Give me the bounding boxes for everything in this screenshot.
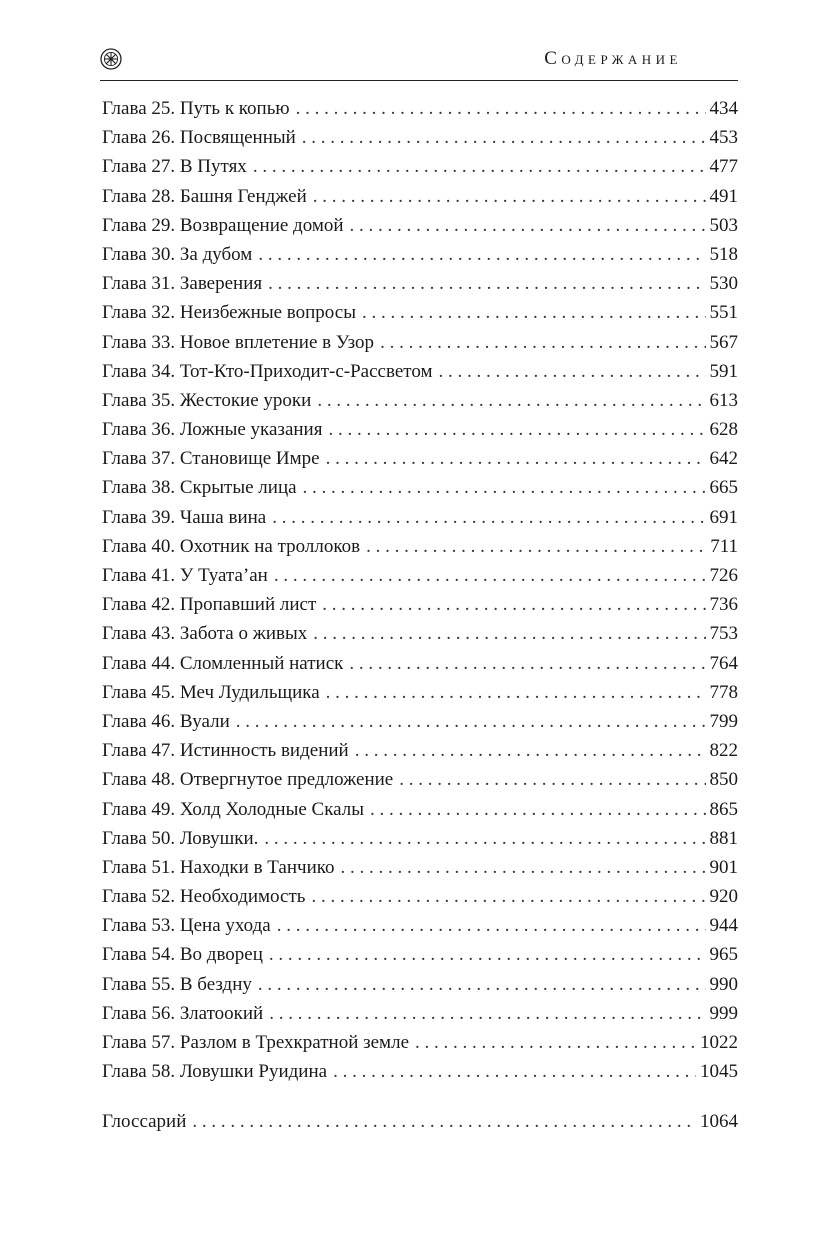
entry-title: Глава 45. Меч Лудильщика [102,681,320,703]
dot-leader [380,328,705,357]
entry-title: Глава 55. В бездну [102,973,252,995]
toc-entry[interactable] [102,882,738,911]
dot-leader [366,532,706,561]
dot-leader [303,473,706,502]
entry-title: Глава 29. Возвращение домой [102,214,344,236]
entry-page-number: 753 [709,623,738,645]
dot-leader [296,94,706,123]
entry-title: Глава 38. Скрытые лица [102,477,297,499]
entry-page-number: 1022 [700,1032,738,1053]
entry-title: Глава 53. Цена ухода [102,915,271,937]
toc-entry[interactable] [102,182,738,211]
dot-leader [370,795,705,824]
entry-page-number: 881 [709,827,738,849]
dot-leader [349,649,705,678]
entry-page-number: 778 [709,681,738,703]
dot-leader [326,678,706,707]
entry-title: Глава 52. Необходимость [102,886,306,908]
toc-entry[interactable] [102,415,738,444]
entry-page-number: 822 [709,740,738,762]
entry-page-number: 1064 [700,1111,738,1132]
dot-leader [311,882,705,911]
toc-entry[interactable] [102,619,738,648]
entry-page-number: 567 [709,331,738,353]
toc-entry[interactable] [102,736,738,765]
dot-leader [258,970,706,999]
entry-title: Глава 40. Охотник на троллоков [102,535,361,557]
toc-entry[interactable] [102,211,738,240]
entry-title: Глава 51. Находки в Танчико [102,856,335,878]
entry-title: Глава 26. Посвященный [102,127,296,149]
dot-leader [362,298,706,327]
dot-leader [438,357,705,386]
entry-title: Глава 58. Ловушки Руидина [102,1061,328,1083]
dot-leader [313,619,705,648]
dot-leader [333,1057,696,1086]
entry-page-number: 901 [709,856,738,878]
entry-title: Глава 56. Златоокий [102,1002,264,1024]
entry-title: Глоссарий [102,1111,187,1132]
dot-leader [269,999,705,1028]
entry-page-number: 530 [709,273,738,295]
entry-page-number: 965 [709,944,738,966]
dot-leader [272,503,705,532]
glossary-entry[interactable] [102,1107,738,1136]
toc-entry[interactable] [102,328,738,357]
entry-page-number: 591 [709,360,738,382]
entry-page-number: 477 [709,156,738,178]
entry-page-number: 999 [709,1002,738,1024]
entry-page-number: 990 [709,973,738,995]
toc-entry[interactable] [102,678,738,707]
toc-entry[interactable] [102,298,738,327]
toc-entry[interactable] [102,240,738,269]
entry-title: Глава 27. В Путях [102,156,247,178]
toc-entry[interactable] [102,269,738,298]
dot-leader [317,386,705,415]
entry-page-number: 850 [709,769,738,791]
toc-entry[interactable] [102,532,738,561]
entry-page-number: 551 [709,302,738,324]
entry-page-number: 613 [709,389,738,411]
entry-page-number: 865 [709,798,738,820]
running-header [100,44,738,81]
toc-entry[interactable] [102,357,738,386]
dot-leader [399,765,705,794]
toc-entry[interactable] [102,765,738,794]
entry-page-number: 920 [709,886,738,908]
entry-title: Глава 30. За дубом [102,243,253,265]
entry-title: Глава 57. Разлом в Трехкратной земле [102,1032,409,1053]
entry-page-number: 434 [709,98,738,119]
dot-leader [274,561,706,590]
entry-title: Глава 50. Ловушки. [102,827,259,849]
entry-page-number: 726 [709,565,738,586]
entry-page-number: 491 [709,185,738,207]
entry-page-number: 711 [710,535,738,557]
toc-entry[interactable] [102,152,738,181]
entry-title: Глава 44. Сломленный натиск [102,652,344,674]
toc-entry[interactable] [102,123,738,152]
toc-entry[interactable] [102,590,738,619]
entry-title: Глава 28. Башня Генджей [102,185,307,207]
table-of-contents [102,94,738,1086]
entry-page-number: 1045 [700,1061,738,1083]
dot-leader [313,182,706,211]
toc-entry[interactable] [102,94,738,123]
toc-entry[interactable] [102,999,738,1028]
dot-leader [236,707,706,736]
entry-page-number: 691 [709,506,738,528]
dot-leader [268,269,705,298]
entry-page-number: 642 [709,448,738,470]
entry-page-number: 628 [709,419,738,441]
toc-entry[interactable] [102,649,738,678]
entry-page-number: 944 [709,915,738,937]
dot-leader [341,853,706,882]
entry-title: Глава 37. Становище Имре [102,448,320,470]
wheel-ornament-icon [100,48,122,70]
entry-title: Глава 36. Ложные указания [102,419,323,441]
dot-leader [302,123,706,152]
dot-leader [269,940,706,969]
entry-title: Глава 49. Холд Холодные Скалы [102,798,365,820]
dot-leader [253,152,706,181]
entry-title: Глава 34. Тот-Кто-Приходит-с-Рассветом [102,360,433,382]
dot-leader [415,1028,696,1057]
dot-leader [328,415,705,444]
dot-leader [326,444,706,473]
toc-entry[interactable] [102,473,738,502]
dot-leader [264,824,705,853]
entry-title: Глава 41. У Туата’ан [102,565,268,586]
toc-entry[interactable] [102,970,738,999]
entry-title: Глава 42. Пропавший лист [102,594,317,616]
entry-title: Глава 35. Жестокие уроки [102,389,312,411]
entry-page-number: 764 [709,652,738,674]
entry-title: Глава 48. Отвергнутое предложение [102,769,394,791]
toc-entry[interactable] [102,1028,738,1057]
page-title: Содержание [544,48,682,69]
dot-leader [192,1107,696,1136]
toc-entry[interactable] [102,1057,738,1086]
toc-entry[interactable] [102,853,738,882]
entry-page-number: 503 [709,214,738,236]
toc-entry[interactable] [102,444,738,473]
entry-title: Глава 54. Во дворец [102,944,263,966]
entry-title: Глава 32. Неизбежные вопросы [102,302,356,324]
dot-leader [277,911,706,940]
entry-title: Глава 46. Вуали [102,710,230,732]
toc-entry[interactable] [102,386,738,415]
toc-entry[interactable] [102,824,738,853]
entry-title: Глава 31. Заверения [102,273,263,295]
toc-entry[interactable] [102,911,738,940]
entry-page-number: 518 [709,243,738,265]
dot-leader [350,211,706,240]
entry-title: Глава 33. Новое вплетение в Узор [102,331,375,353]
toc-entry[interactable] [102,940,738,969]
entry-title: Глава 25. Путь к копью [102,98,290,119]
entry-page-number: 736 [709,594,738,616]
dot-leader [355,736,706,765]
entry-title: Глава 47. Истинность видений [102,740,349,762]
entry-page-number: 453 [709,127,738,149]
toc-entry[interactable] [102,707,738,736]
entry-title: Глава 43. Забота о живых [102,623,308,645]
entry-page-number: 799 [709,710,738,732]
dot-leader [322,590,705,619]
entry-page-number: 665 [709,477,738,499]
toc-entry[interactable] [102,503,738,532]
toc-entry[interactable] [102,561,738,590]
toc-entry[interactable] [102,795,738,824]
entry-title: Глава 39. Чаша вина [102,506,267,528]
dot-leader [258,240,705,269]
